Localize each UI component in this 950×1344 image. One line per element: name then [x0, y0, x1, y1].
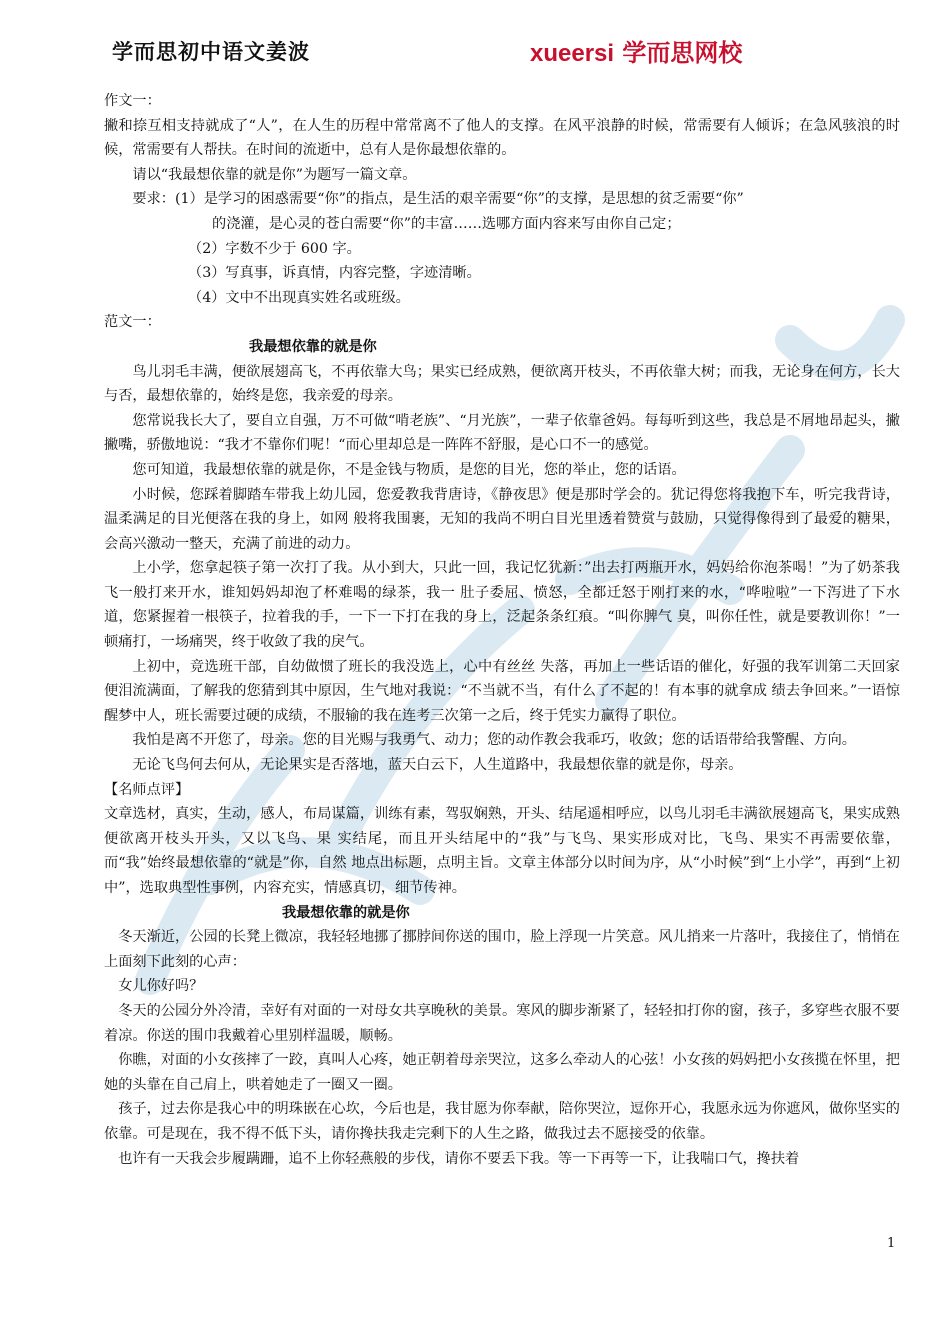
requirement-2: （2）字数不少于 600 字。	[188, 240, 361, 257]
paragraph: 文章选材，真实，生动，感人，布局谋篇，训练有素，驾驭娴熟，开头、结尾遥相呼应，以鸟儿羽毛丰满欲展翅高飞，果实成熟便欲离开枝头开头，又以飞鸟、果 实结尾，而且开头结尾中的“我”与飞鸟、果实形成对比，飞鸟、果实不再需要依靠，而“我”始终最想依靠的“就是”你，自然 地点出标题，点明主旨。文章主体部分以时间为序，从“小时候”到“上小学”，再到“上初中”，选取典型性事例，内容充实，情感真切，细节传神。	[104, 806, 900, 896]
brand-cn: 学而思网校	[622, 39, 743, 67]
page-header	[0, 0, 950, 80]
paragraph: 你瞧，对面的小女孩摔了一跤，真叫人心疼，她正朝着母亲哭泣，这多么牵动人的心弦！小女孩的妈妈把小女孩揽在怀里，把她的头靠在自己肩上，哄着她走了一圈又一圈。	[104, 1052, 900, 1093]
paragraph: 也许有一天我会步履蹒跚，追不上你轻燕般的步伐，请你不要丢下我。等一下再等一下，让我喘口气，搀扶着	[118, 1150, 800, 1167]
prompt-line: 请以“我最想依靠的就是你”为题写一篇文章。	[132, 166, 417, 183]
paragraph: 我怕是离不开您了，母亲。您的目光赐与我勇气、动力；您的动作教会我乖巧，收敛；您的话语带给我警醒、方向。	[132, 732, 856, 749]
header-title: 学而思初中语文姜波	[112, 39, 310, 64]
paragraph: 女儿你好吗？	[118, 978, 204, 995]
paragraph: 无论飞鸟何去何从，无论果实是否落地，蓝天白云下，人生道路中，我最想依靠的就是你，母亲。	[132, 757, 743, 774]
paragraph: 撇和捺互相支持就成了“人”，在人生的历程中常常离不了他人的支撑。在风平浪静的时候，常需要有人倾诉；在急风骇浪的时候，常需要有人帮扶。在时间的流逝中，总有人是你最想依靠的。	[104, 117, 900, 159]
document-body	[104, 89, 900, 1171]
requirement-1-cont: 的浇灌，是心灵的苍白需要“你”的丰富……选哪方面内容来写由你自己定；	[212, 215, 681, 232]
paragraph: 您常说我长大了，要自立自强，万不可做“啃老族”、“月光族”，一辈子依靠爸妈。每每听到这些，我总是不屑地昂起头，撇撇嘴，骄傲地说：“我才不靠你们呢！“而心里却总是一阵阵不舒服，是心口不一的感觉。	[104, 412, 900, 454]
brand-logo	[530, 33, 742, 68]
section-label: 范文一：	[104, 314, 161, 331]
section-label: 【名师点评】	[104, 781, 190, 798]
essay-title: 我最想依靠的就是你	[249, 338, 377, 355]
paragraph: 孩子，过去你是我心中的明珠嵌在心坎，今后也是，我甘愿为你奉献，陪你哭泣，逗你开心，我愿永远为你遮风，做你坚实的依靠。可是现在，我不得不低下头，请你搀扶我走完剩下的人生之路，做我过去不愿接受的依靠。	[104, 1101, 900, 1142]
requirement-1: 要求：(1）是学习的困惑需要“你”的指点，是生活的艰辛需要“你”的支撑，是思想的贫乏需要“你”	[132, 191, 744, 208]
paragraph: 上小学，您拿起筷子第一次打了我。从小到大，只此一回，我记忆犹新：”出去打两瓶开水，妈妈给你泡茶喝！”为了奶茶我飞一般打来开水，谁知妈妈却泡了杯难喝的绿茶，我一 肚子委屈、愤怒，全都迁怒于刚打来的水，“哗啦啦”一下泻进了下水道，您紧握着一根筷子，拉着我的手，一下一下打在我的身上，泛起条条红痕。“叫你脾气 臭，叫你任性，就是要教训你！”一顿痛打，一场痛哭，终于收敛了我的戾气。	[104, 560, 900, 651]
paragraph: 鸟儿羽毛丰满，便欲展翅高飞，不再依靠大鸟；果实已经成熟，便欲离开枝头，不再依靠大树；而我，无论身在何方，长大与否，最想依靠的，始终是您，我亲爱的母亲。	[104, 363, 900, 405]
paragraph: 上初中，竞选班干部，自幼做惯了班长的我没选上，心中有丝丝 失落，再加上一些话语的催化，好强的我军训第二天回家便泪流满面，了解我的您猜到其中原因，生气地对我说：“不当就不当，有什么了不起的！有本事的就拿成 绩去争回来。”一语惊醒梦中人，班长需要过硬的成绩，不服输的我在连考三次第一之后，终于凭实力赢得了职位。	[104, 658, 900, 724]
paragraph: 冬天的公园分外冷清，幸好有对面的一对母女共享晚秋的美景。寒风的脚步渐紧了，轻轻扣打你的窗，孩子，多穿些衣服不要着凉。你送的围巾我戴着心里别样温暖，顺畅。	[104, 1002, 900, 1044]
brand-latin: xueersi	[530, 40, 615, 67]
section-label: 作文一：	[104, 93, 161, 109]
paragraph: 冬天渐近，公园的长凳上微凉，我轻轻地挪了挪脖间你送的围巾，脸上浮现一片笑意。风儿捎来一片落叶，我接住了，悄悄在上面刻下此刻的心声：	[104, 929, 900, 970]
requirement-3: （3）写真事，诉真情，内容完整，字迹清晰。	[188, 265, 481, 282]
paragraph: 您可知道，我最想依靠的就是你，不是金钱与物质，是您的目光，您的举止，您的话语。	[132, 461, 686, 478]
essay-title: 我最想依靠的就是你	[282, 904, 410, 921]
requirement-4: （4）文中不出现真实姓名或班级。	[188, 289, 410, 306]
paragraph: 小时候，您踩着脚踏车带我上幼儿园，您爱教我背唐诗，《静夜思》便是那时学会的。犹记得您将我抱下车，听完我背诗，温柔满足的目光便落在我的身上，如网 般将我围裹，无知的我尚不明白目光里透着赞赏与鼓励，只觉得像得到了最爱的糖果，会高兴激动一整天，充满了前进的动力。	[104, 486, 900, 552]
page-number: 1	[887, 1236, 896, 1251]
